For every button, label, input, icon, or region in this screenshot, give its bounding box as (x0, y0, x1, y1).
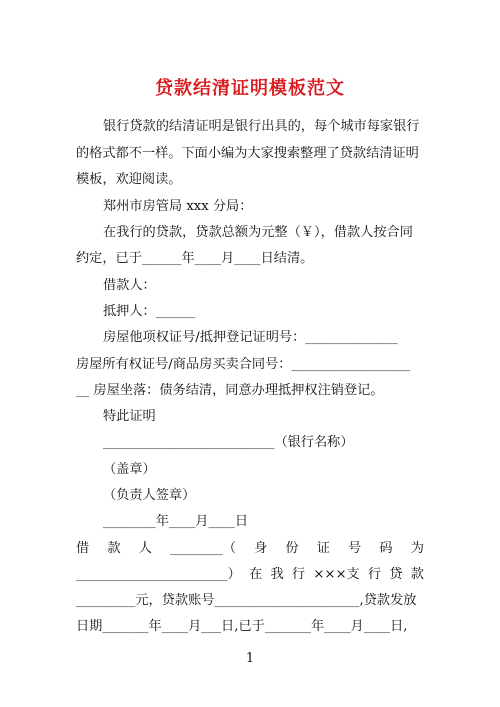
text-segment: 款 (410, 567, 424, 582)
body-line: （盖章） (103, 462, 156, 477)
text-segment: 码 (379, 541, 393, 556)
body-line: 借款人： (103, 278, 156, 293)
body-line: __________________________（银行名称） (103, 435, 354, 450)
body-line: 抵押人：______ (103, 304, 196, 319)
body-line: 日期_______年____月___日,已于_______年____月____日, (76, 619, 408, 634)
text-segment: ________（ (169, 541, 236, 556)
text-segment: 身 (254, 541, 268, 556)
body-line: （负责人签章） (103, 488, 196, 503)
page-number: 1 (245, 651, 255, 666)
body-line: __ 房屋坐落：债务结清，同意办理抵押权注销登记。 (76, 383, 384, 398)
text-segment: 为 (410, 541, 424, 556)
body-line: 房屋所有权证号/商品房买卖合同号：__________________ (76, 357, 411, 372)
text-segment: 行 (367, 567, 382, 582)
body-line: 的格式都不一样。下面小编为大家搜索整理了贷款结清证明 (76, 146, 419, 161)
body-line: 房屋他项权证号/抵押登记证明号：______________ (103, 330, 398, 345)
body-line: 郑州市房管局 xxx 分局： (103, 199, 253, 214)
body-line: 银行贷款的结清证明是银行出具的，每个城市每家银行 (103, 119, 420, 134)
text-segment: 行 (291, 567, 306, 582)
justified-line (76, 566, 424, 584)
text-segment: 证 (316, 541, 330, 556)
text-segment: 人 (138, 541, 152, 556)
text-segment: 借 (76, 541, 90, 556)
body-line: _________元，贷款账号______________________,贷款发放 (76, 593, 417, 608)
text-segment: ×××支 (313, 567, 360, 582)
text-segment: 份 (285, 541, 299, 556)
body-line: 特此证明 (103, 409, 156, 424)
text-segment: _______________________） (76, 567, 241, 582)
text-segment: 款 (107, 541, 121, 556)
page-title: 贷款结清证明模板范文 (155, 78, 345, 99)
body-line: 模板，欢迎阅读。 (76, 172, 182, 187)
body-line: ________年____月____日 (103, 514, 249, 529)
justified-line (76, 540, 424, 558)
body-line: 约定，已于______年____月____日结清。 (76, 251, 314, 266)
text-segment: 我 (270, 567, 284, 582)
text-segment: 号 (348, 541, 362, 556)
text-segment: 在 (249, 567, 263, 582)
text-segment: 贷 (389, 567, 403, 582)
body-line: 在我行的贷款，贷款总额为元整（￥），借款人按合同 (103, 225, 413, 240)
